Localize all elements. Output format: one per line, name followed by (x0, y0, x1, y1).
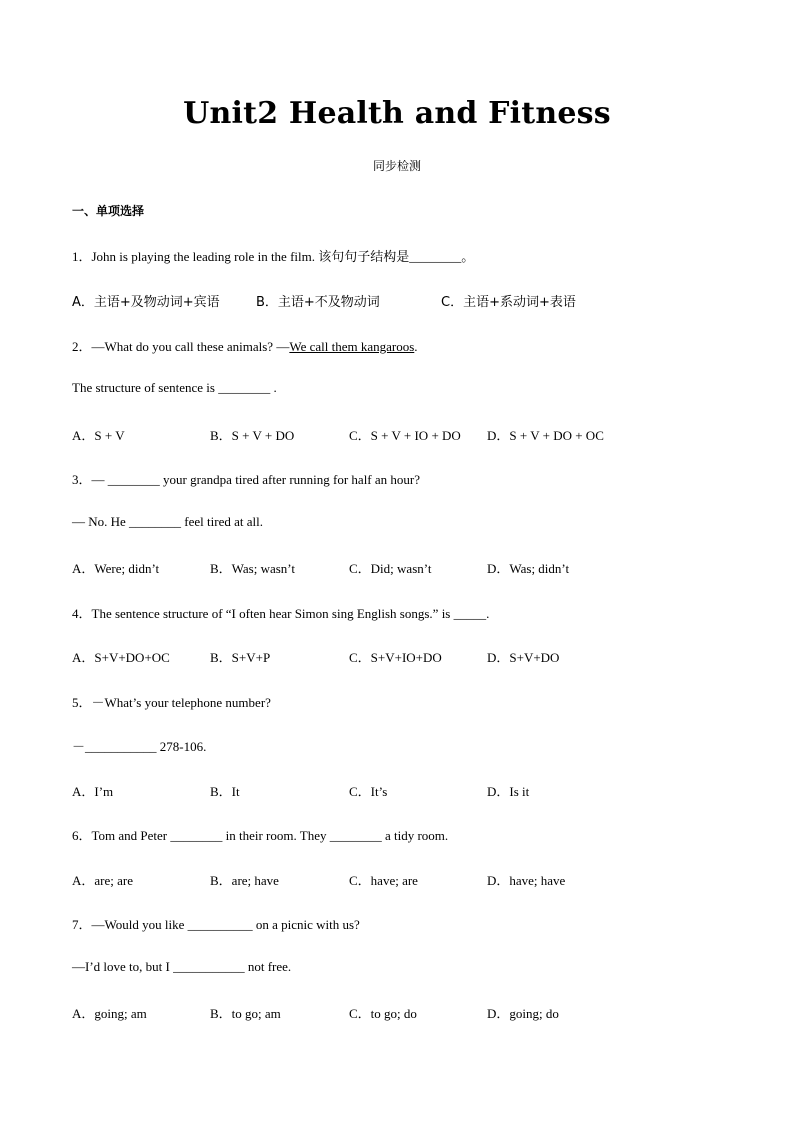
question-2-option-c: C．S + V + IO + DO (349, 428, 461, 443)
question-6-option-c: C．have; are (349, 873, 418, 888)
question-7-stem: 7．—Would you like __________ on a picnic with us? (72, 917, 360, 932)
question-4-stem: 4．The sentence structure of “I often hear Simon sing English songs.” is _____. (72, 606, 490, 621)
question-4-option-d: D．S+V+DO (487, 650, 560, 665)
question-4-option-a: A．S+V+DO+OC (72, 650, 170, 665)
question-3-option-b: B．Was; wasn’t (210, 561, 296, 576)
question-1-text: 1．John is playing the leading role in the film. (72, 249, 319, 264)
question-3-option-a: A．Were; didn’t (72, 561, 160, 576)
question-7-option-a: A．going; am (72, 1006, 147, 1021)
question-4-option-c: C．S+V+IO+DO (349, 650, 442, 665)
question-3-option-d: D．Was; didn’t (487, 561, 570, 576)
page-subtitle: 同步检测 (372, 159, 421, 173)
question-7-line-2: —I’d love to, but I ___________ not free. (72, 959, 292, 974)
question-5-option-c: C．It’s (349, 784, 388, 799)
page-title: Unit2 Health and Fitness (183, 96, 611, 131)
question-5-line-2: －___________ 278-106. (72, 739, 207, 754)
question-1-option-b: B．主语+不及物动词 (256, 295, 380, 310)
question-1-option-a: A．主语+及物动词+宾语 (72, 295, 220, 310)
question-1-blank: ________。 (409, 249, 475, 264)
question-3-stem: 3．— ________ your grandpa tired after running for half an hour? (72, 472, 421, 487)
question-3-line-2: — No. He ________ feel tired at all. (72, 514, 263, 529)
question-1-stem (72, 246, 474, 265)
question-4-option-b: B．S+V+P (210, 650, 271, 665)
question-5-option-b: B．It (210, 784, 240, 799)
question-2-line-2: The structure of sentence is ________ . (72, 380, 277, 395)
question-6-option-d: D．have; have (487, 873, 566, 888)
question-2-option-b: B．S + V + DO (210, 428, 295, 443)
question-7-option-b: B．to go; am (210, 1006, 281, 1021)
question-3-option-c: C．Did; wasn’t (349, 561, 432, 576)
question-2-text: 2．—What do you call these animals? — (72, 339, 290, 354)
question-2-option-a: A．S + V (72, 428, 125, 443)
question-2-option-d: D．S + V + DO + OC (487, 428, 604, 443)
section-heading: 一、单项选择 (72, 204, 145, 218)
question-7-option-d: D．going; do (487, 1006, 559, 1021)
question-5-option-a: A．I’m (72, 784, 114, 799)
question-6-option-b: B．are; have (210, 873, 279, 888)
question-2-end: . (414, 339, 418, 354)
question-6-option-a: A．are; are (72, 873, 133, 888)
question-5-stem: 5．－What’s your telephone number? (72, 695, 271, 710)
question-2-underlined-text: We call them kangaroos (289, 339, 415, 354)
question-1-cn-text: 该句句子结构是 (318, 250, 410, 265)
question-7-option-c: C．to go; do (349, 1006, 417, 1021)
question-6-stem: 6．Tom and Peter ________ in their room. They ________ a tidy room. (72, 828, 449, 843)
question-5-option-d: D．Is it (487, 784, 530, 799)
question-1-option-c: C．主语+系动词+表语 (441, 295, 576, 310)
question-2-stem (72, 336, 418, 355)
